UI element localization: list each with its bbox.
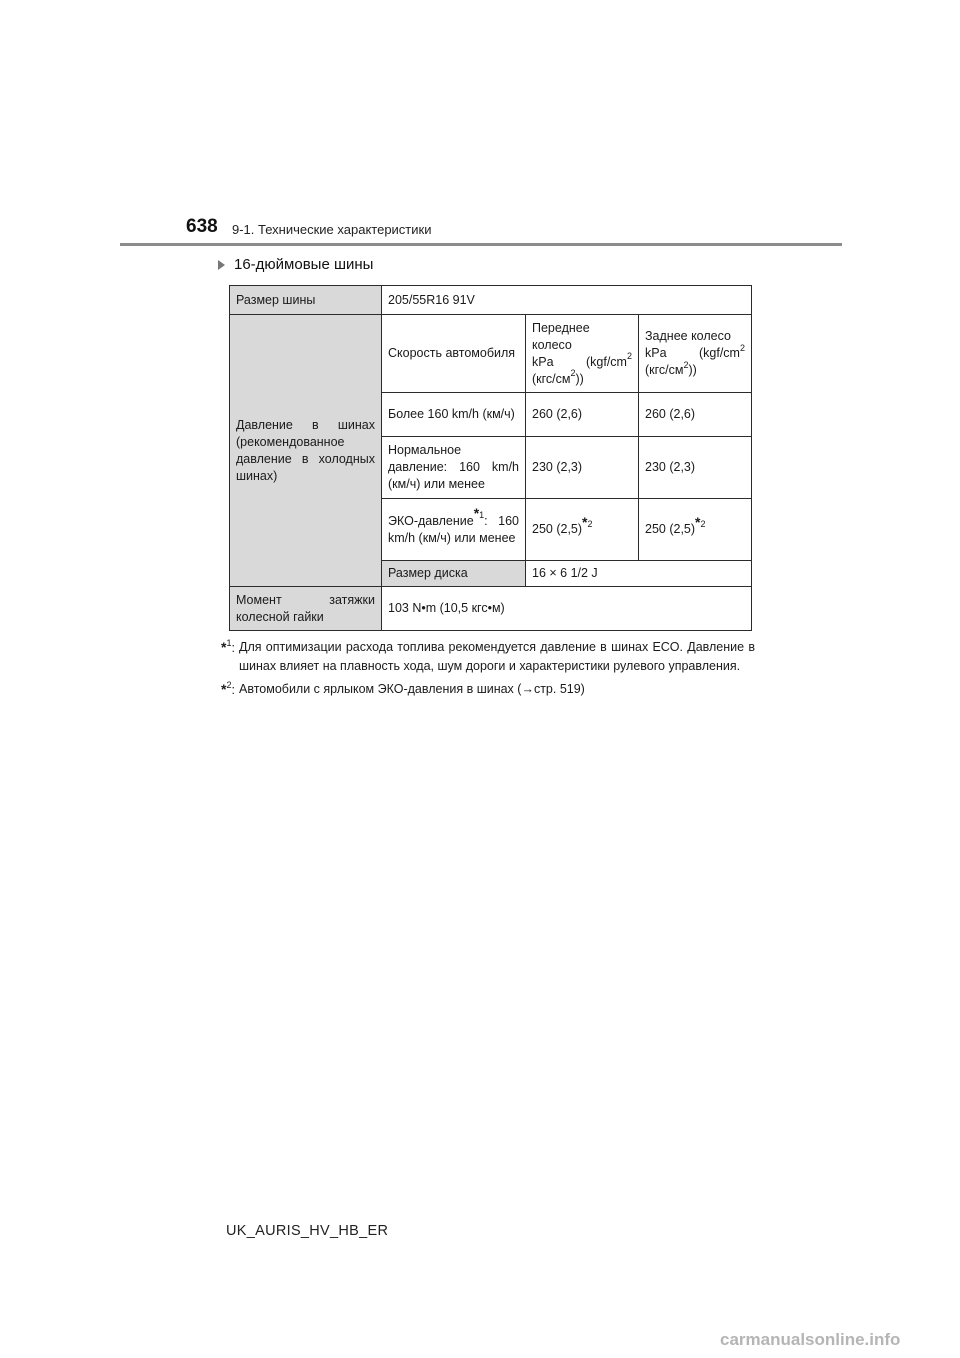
pressure-label: Давление в шинах (рекомендованное давление в холодных шинах) <box>230 315 382 587</box>
front-pressure-cell: 260 (2,6) <box>526 393 639 437</box>
col-front-kpa: kPa (kgf/cm <box>532 354 627 369</box>
col-header-speed: Скорость автомобиля <box>382 315 526 393</box>
front-pressure-cell: 230 (2,3) <box>526 437 639 499</box>
sup-2: 2 <box>570 368 576 379</box>
col-rear-line3 <box>645 359 745 379</box>
col-header-front <box>526 315 639 393</box>
disc-size-value: 16 × 6 1/2 J <box>526 561 752 587</box>
close-paren: )) <box>575 371 584 386</box>
col-front-kgs: (кгс/см <box>532 371 571 386</box>
col-header-rear <box>639 315 752 393</box>
torque-label: Момент затяжки колесной гайки <box>230 587 382 631</box>
close-paren: )) <box>688 363 697 377</box>
eco-rear-cell <box>639 499 752 561</box>
eco-speed-text1: ЭКО-давление <box>388 513 474 528</box>
footnote-1 <box>221 638 755 676</box>
disc-size-label: Размер диска <box>382 561 526 587</box>
sup-2: 2 <box>683 359 689 370</box>
footnote-2 <box>221 680 755 700</box>
eco-front-value: 250 (2,5) <box>532 522 583 536</box>
tire-size-value: 205/55R16 91V <box>382 286 752 315</box>
col-front-line4 <box>532 368 632 388</box>
eco-speed-text2: : 160 km/h (км/ч) или менее <box>388 513 519 545</box>
section-title: 9-1. Технические характеристики <box>232 222 432 237</box>
col-rear-line2 <box>645 342 745 362</box>
speed-cell: Нормальное давление: 160 km/h (км/ч) или менее <box>382 437 526 499</box>
eco-speed-cell <box>382 499 526 561</box>
subheading-text: 16-дюймовые шины <box>234 256 374 273</box>
footnote-ref: *2 <box>695 513 706 530</box>
col-rear-kpa: kPa (kgf/cm <box>645 346 740 360</box>
page-number: 638 <box>186 216 218 237</box>
footnotes <box>221 638 755 704</box>
col-rear-kgs: (кгс/см <box>645 363 684 377</box>
tire-spec-table <box>229 285 752 631</box>
speed-cell: Более 160 km/h (км/ч) <box>382 393 526 437</box>
triangle-bullet-icon <box>218 260 225 270</box>
sup-2: 2 <box>626 351 632 362</box>
table-row <box>230 587 752 631</box>
table-row <box>230 286 752 315</box>
footnote-text: Для оптимизации расхода топлива рекомендуется давление в шинах ECO. Давление в шинах влияет на плавность хода, шум дороги и характеристики рулевого управления. <box>239 640 755 673</box>
footnote-text: Автомобили с ярлыком ЭКО-давления в шинах (→стр. 519) <box>239 682 585 696</box>
footnote-marker: *$^2$: <box>221 679 235 697</box>
col-rear-line1: Заднее колесо <box>645 329 731 343</box>
footnote-ref: *2 <box>582 513 593 530</box>
rear-pressure-cell: 230 (2,3) <box>639 437 752 499</box>
tire-size-label: Размер шины <box>230 286 382 315</box>
footnote-ref: *1 <box>473 505 485 522</box>
sup-2: 2 <box>739 342 745 353</box>
torque-value: 103 N•m (10,5 кгс•м) <box>382 587 752 631</box>
col-front-line2: колесо <box>532 337 572 352</box>
footnote-marker: *$^1$: <box>221 637 235 655</box>
col-front-line3 <box>532 351 632 371</box>
rear-pressure-cell: 260 (2,6) <box>639 393 752 437</box>
subheading <box>218 256 373 273</box>
header-rule <box>120 243 842 246</box>
watermark: carmanualsonline.info <box>720 1330 901 1349</box>
table-row <box>230 315 752 393</box>
eco-front-cell <box>526 499 639 561</box>
col-front-line1: Переднее <box>532 320 590 335</box>
eco-rear-value: 250 (2,5) <box>645 522 696 536</box>
document-code: UK_AURIS_HV_HB_ER <box>226 1223 389 1239</box>
